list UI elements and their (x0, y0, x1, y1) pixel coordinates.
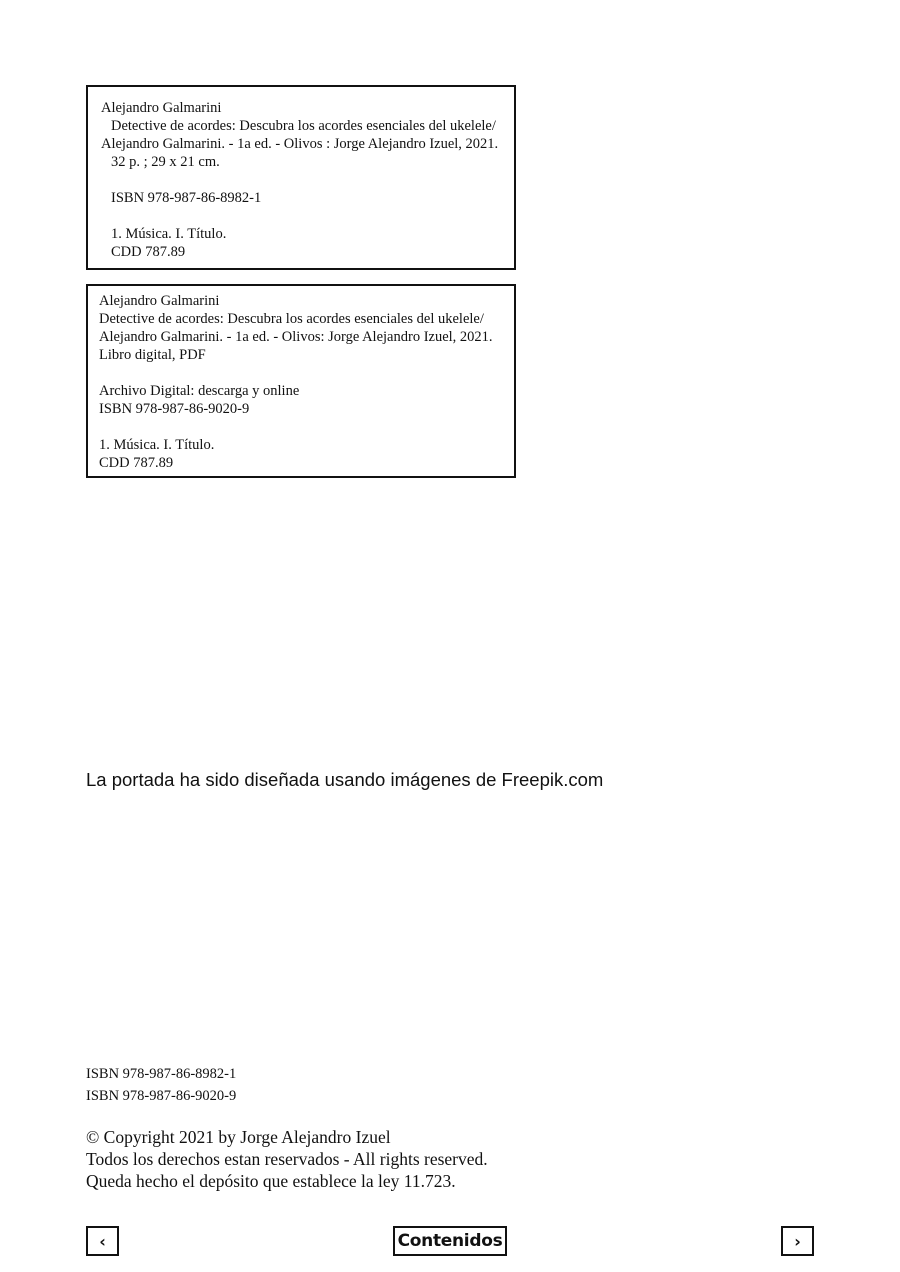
catalog-format: Libro digital, PDF (99, 347, 206, 363)
catalog-archive: Archivo Digital: descarga y online (99, 383, 300, 399)
catalog-title: Detective de acordes: Descubra los acordes esenciales del ukelele/ (111, 118, 496, 134)
catalog-author: Alejandro Galmarini (99, 293, 220, 309)
cover-credit: La portada ha sido diseñada usando imágenes de Freepik.com (86, 769, 604, 790)
catalog-isbn: ISBN 978-987-86-8982-1 (111, 190, 262, 206)
copyright-notice (86, 1126, 488, 1192)
catalog-record-digital (86, 284, 516, 478)
rights-line: Todos los derechos estan reservados - All rights reserved. (86, 1149, 488, 1169)
isbn-print: ISBN 978-987-86-8982-1 (86, 1066, 237, 1082)
contents-button[interactable]: Contenidos (393, 1226, 507, 1256)
deposit-line: Queda hecho el depósito que establece la ley 11.723. (86, 1171, 456, 1191)
catalog-author: Alejandro Galmarini (101, 100, 222, 116)
catalog-title: Detective de acordes: Descubra los acordes esenciales del ukelele/ (99, 311, 484, 327)
catalog-publisher: Alejandro Galmarini. - 1a ed. - Olivos: Jorge Alejandro Izuel, 2021. (99, 329, 493, 345)
catalog-subject: 1. Música. I. Título. (111, 226, 227, 242)
next-page-button[interactable] (781, 1226, 814, 1256)
catalog-cdd: CDD 787.89 (111, 244, 186, 260)
copyright-line: © Copyright 2021 by Jorge Alejandro Izuel (86, 1127, 391, 1147)
catalog-cdd: CDD 787.89 (99, 455, 174, 471)
catalog-pages: 32 p. ; 29 x 21 cm. (111, 154, 220, 170)
isbn-digital: ISBN 978-987-86-9020-9 (86, 1088, 237, 1104)
chevron-right-icon: › (794, 1231, 801, 1251)
isbn-list (86, 1063, 236, 1107)
previous-page-button[interactable] (86, 1226, 119, 1256)
chevron-left-icon: ‹ (99, 1231, 106, 1251)
catalog-isbn: ISBN 978-987-86-9020-9 (99, 401, 250, 417)
catalog-record-print (86, 85, 516, 270)
catalog-subject: 1. Música. I. Título. (99, 437, 215, 453)
catalog-publisher: Alejandro Galmarini. - 1a ed. - Olivos : Jorge Alejandro Izuel, 2021. (101, 136, 499, 152)
